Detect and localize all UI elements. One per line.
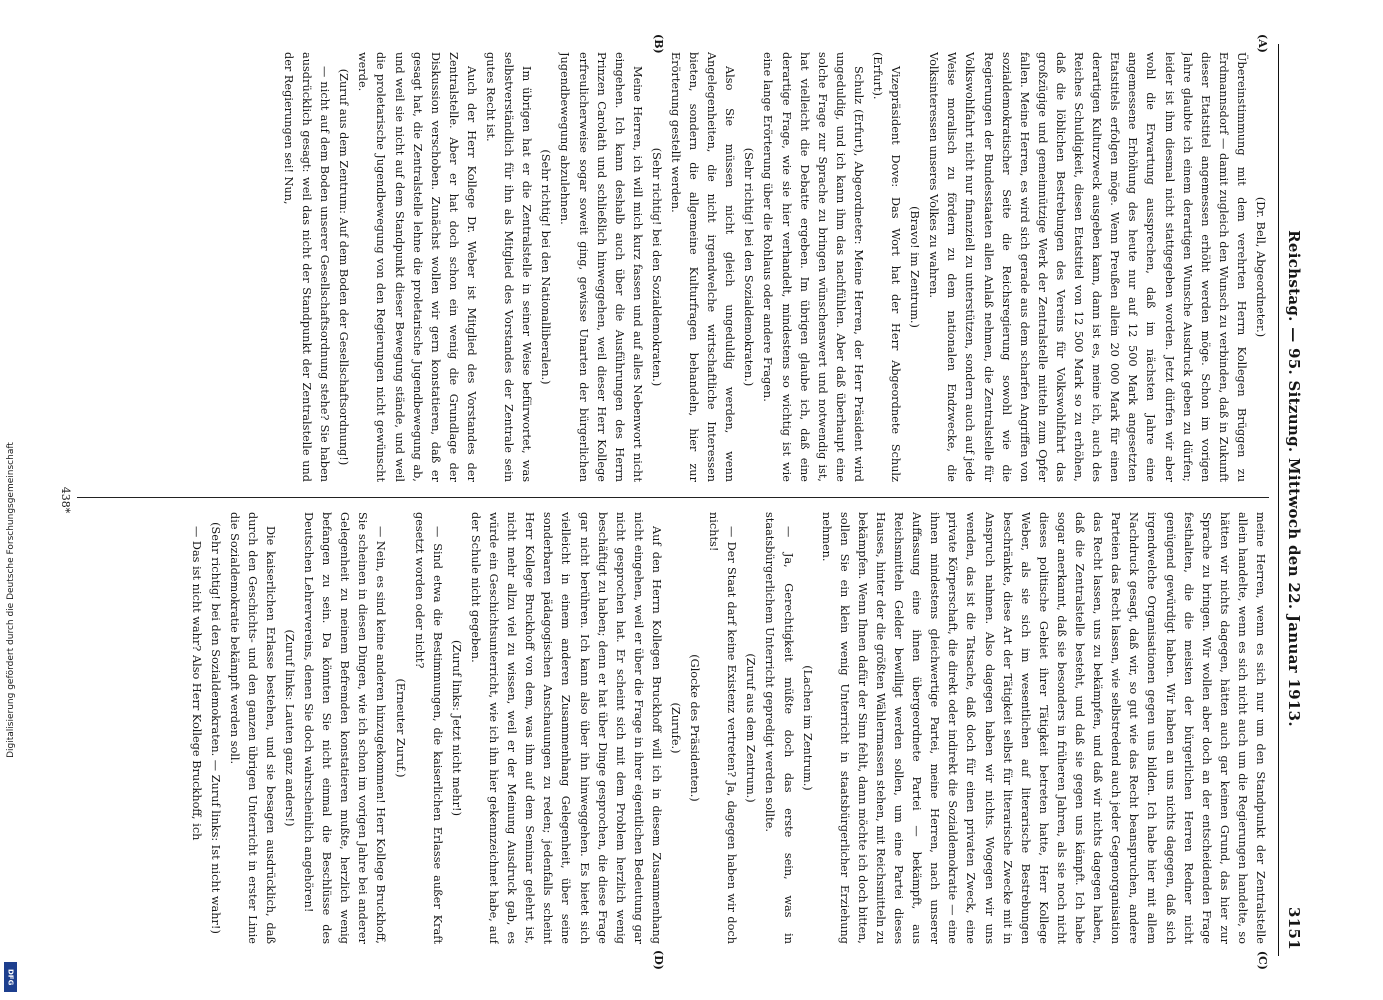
- page-number: 3151: [1285, 907, 1303, 950]
- paragraph: — Sind etwa die Bestimmungen, die kaiserlichen Erlasse außer Kraft gesetzt worden oder nicht?: [412, 512, 444, 944]
- right-column: [77, 512, 1269, 944]
- paragraph: Auch der Herr Kollege Dr. Weber ist Mitglied des Vorstandes der Zentralstelle. Aber er hat doch schon ein wenig die Grundlage der Diskussion verschoben. Zunächst wollen wir gern konstatieren, daß er gesagt hat, die Zentralstelle lehne die proletarische Jugendbewegung ab, und weil sie nicht auf dem Standpunkt dieser Bewegung stände, und weil die proletarische Jugendbewegung von den Regierungen nicht gewünscht werde.: [356, 52, 478, 482]
- paragraph: Also Sie müssen nicht gleich ungeduldig werden, wenn Angelegenheiten, die nicht irgendwelche wirtschaftliche Interessen bieten, sondern die allgemeine Kulturfragen behandeln, hier zur Erörterung gestellt werden.: [669, 52, 737, 482]
- paragraph: — Nein, es sind keine anderen hinzugekommen! Herr Kollege Bruckhoff, Sie scheinen in diesen Dingen, wie ich schon im vorigen Jahre bei anderer Gelegenheit zu meinem Befremden konstatieren mußte, herzlich wenig befangen zu sein. Da könnten Sie nicht einmal die Beschlüsse des Deutschen Lehrervereins, denen Sie doch wahrscheinlich angehören!: [302, 512, 388, 944]
- stage-direction: (Erneuter Zuruf.): [393, 678, 407, 778]
- stage-direction: (Glocke des Präsidenten.): [688, 654, 702, 802]
- stage-direction: (Bravo! im Zentrum.): [908, 206, 922, 328]
- paragraph: meine Herren, wenn es sich nur um den Standpunkt der Zentralstelle allein handelte, wenn es sich nicht auch um die Regierungen handelte, so hätten wir nichts dagegen, hätten auch gar keinen Grund, das hier zur Sprache zu bringen. Wir wollen aber doch an der entscheidenden Frage festhalten, die die meisten der bürgerlichen Herren Redner nicht genügend gewürdigt haben. Wir haben an uns nichts dagegen, daß sich irgendwelche Organisationen gegen uns bilden. Ich habe hier mit allem Nachdruck gesagt, daß wir, so gut wie das Recht beanspruchen, andere Parteien das Recht lassen, wie selbstredend auch jeder Gegenorganisation das Recht lassen, uns zu bekämpfen, und daß wir nichts dagegen haben, daß die Zentralstelle besteht, und daß sie gegen uns kämpft. Ich habe sogar anerkannt, daß sie besonders in früheren Jahren, als sie noch nicht dieses politische Gebiet ihrer Tätigkeit betreten hatte, Herr Kollege Weber, als sie sich im wesentlichen auf literarische Bestrebungen beschränkte, diese Art der Tätigkeit selbst für literarische Zwecke mit in Anspruch nahmen. Also dagegen haben wir nichts. Wogegen wir uns wenden, das ist die Tatsache, daß doch für einen privaten Zweck, eine private Körperschaft, die direkt oder indirekt die Sozialdemokratie — eine ihnen mindestens gleichwertige Partei, meine Herren, nach unserer Auffassung eine ihnen übergeordnete Partei — bekämpft, aus Reichsmitteln Gelder bewilligt werden sollen, um eine Partei dieses Hauses, hinter der die größten Wählermassen stehen, mit Reichsmitteln zu bekämpfen. Wenn Ihnen dafür der Sinn fehlt, dann möchte ich doch bitten, sollen Sie ein klein wenig Unterricht in staatsbürgerlicher Erziehung nehmen.: [819, 512, 1267, 944]
- page-header: [1285, 50, 1317, 950]
- page-title: Reichstag. — 95. Sitzung. Mittwoch den 22. Januar 1913.: [1285, 230, 1303, 727]
- margin-marker-a: (A): [1256, 34, 1269, 53]
- margin-marker-d: (D): [652, 950, 665, 970]
- stage-direction: (Zuruf aus dem Zentrum.): [744, 653, 758, 803]
- newspaper-page: [55, 30, 1325, 970]
- left-column: [77, 52, 1269, 482]
- header-rule: [1278, 44, 1279, 956]
- paragraph: — nicht auf dem Boden unserer Gesellschaftsordnung stehe? Sie haben ausdrücklich gesagt: weil das nicht der Standpunkt der Zentralstelle und der Regierungen sei! Nun,: [282, 52, 332, 482]
- sheet-number: 438*: [59, 486, 72, 514]
- paragraph: Im übrigen hat er die Zentralstelle in seiner Weise befürwortet, was selbstverständlich für ihn als Mitglied des Vorstandes der Zentrale sein gutes Recht ist.: [484, 52, 534, 482]
- credit-text: Digitalisierung gefördert durch die Deutsche Forschungsgemeinschaft: [6, 442, 16, 758]
- stage-direction: (Sehr richtig! bei den Sozialdemokraten.): [649, 147, 663, 387]
- stage-direction: (Sehr richtig! bei den Nationalliberalen.): [539, 149, 553, 385]
- paragraph: Die kaiserlichen Erlasse bestehen, und sie besagen ausdrücklich, daß durch den Geschichts- und den ganzen übrigen Unterricht in erster Linie die Sozialdemokratie bekämpft werden soll.: [227, 512, 277, 944]
- paragraph: — Ja, Gerechtigkeit müßte doch das erste sein, was in staatsbürgerlichem Unterricht gepredigt werden sollte.: [763, 512, 795, 944]
- stage-direction: (Dr. Bell, Abgeordneter.): [1254, 196, 1267, 338]
- stage-direction: (Zuruf links: Lauten ganz anders!): [283, 629, 297, 827]
- paragraph: Vizepräsident Dove: Das Wort hat der Herr Abgeordnete Schulz (Erfurt).: [871, 52, 903, 482]
- paragraph: Auf den Herrn Kollegen Bruckhoff will ich in diesem Zusammenhang nicht eingehen, weil er über die Frage in ihrer eigentlichen Bedeutung gar nicht gesprochen hat. Er scheint sich mit dem Problem herzlich wenig beschäftigt zu haben; denn er hat über Dinge gesprochen, die diese Frage gar nicht berühren. Ich kann also über ihn hinweggehen. Es bietet sich vielleicht in einem anderen Zusammenhang Gelegenheit, über seine sonderbaren pädagogischen Anschauungen zu reden; jedenfalls scheint Herr Kollege Bruckhoff von dem, was ihm auf dem Seminar gelehrt ist, nicht mehr allzu viel zu wissen, weil er der Meinung Ausdruck gab, es würde ein Geschichtsunterricht, wie ich ihn hier gekennzeichnet habe, auf der Schule nicht gegeben.: [468, 512, 663, 944]
- column-divider: [77, 497, 1269, 498]
- paragraph: Schulz (Erfurt), Abgeordneter: Meine Herren, der Herr Präsident wird ungeduldig, und ich kann ihm das nachfühlen. Aber daß überhaupt eine solche Frage zur Sprache zu bringen wünschenswert und notwendig ist, hat vielleicht die Debatte ergeben. Im übrigen glaube ich, daß eine derartige Frage, wie sie hier verhandelt, mindestens so wichtig ist wie eine lange Erörterung über die Rohlaus oder andere Fragen.: [761, 52, 865, 482]
- digitization-credit: [0, 0, 22, 1000]
- margin-marker-b: (B): [652, 34, 665, 54]
- paragraph: — Der Staat darf keine Existenz vertreten? Ja, dagegen haben wir doch nichts!: [707, 512, 739, 944]
- stage-direction: (Zurufe.): [669, 702, 682, 754]
- dfg-logo: DFG: [4, 962, 17, 992]
- stage-direction: (Zuruf links: Jetzt nicht mehr!): [449, 639, 463, 816]
- stage-direction: (Zuruf aus dem Zentrum: Auf dem Boden der Gesellschaftsordnung!): [337, 68, 351, 466]
- stage-direction: (Sehr richtig! bei den Sozialdemokraten.): [742, 147, 756, 387]
- paragraph: Meine Herren, ich will mich kurz fassen und auf alles Nebenwort nicht eingehen. Ich kann deshalb auch über die Ausführungen des Herrn Prinzen Carolath und schließlich hinweggehen, weil dieser Herr Kollege erfreulicherweise sogar soweit ging, gewisse Unarten der bürgerlichen Jugendbewegung abzulehnen.: [558, 52, 644, 482]
- margin-marker-c: (C): [1256, 950, 1269, 970]
- stage-direction: (Lachen im Zentrum.): [800, 665, 814, 791]
- paragraph: Übereinstimmung mit dem verehrten Herrn Kollegen Brüggen zu Erdmannsdorf — damit zugleich den Wunsch zu verbinden, daß in Zukunft dieser Etatstitel angemessen erhöht werden möge. Schon im vorigen Jahre glaubte ich einem derartigen Wunsche Ausdruck geben zu dürfen; leider ist ihm diesmal nicht stattgegeben worden. Jetzt dürfen wir aber wohl die Erwartung aussprechen, daß im nächsten Jahre eine angemessene Erhöhung des heute nur auf 12 500 Mark angesetzten Etatstitels erfolgen möge. Wenn Preußen allein 20 000 Mark für einen derartigen Kulturzweck ausgeben kann, dann ist es, meine ich, auch des Reiches Schuldigkeit, diesen Etatstitel von 12 500 Mark so zu erhöhen, daß die löblichen Bestrebungen des Vereins für Volkswohlfahrt das großzügige und gemeinnützige Werk der Zentralstelle mitteln zum Opfer fallen. Meine Herren, es wird sich gerade aus dem scharfen Angriffen von sozialdemokratischer Seite die Reichsregierung sowohl wie die Regierungen der Bundesstaaten allen Anlaß nehmen, die Zentralstelle für Volkswohlfahrt nicht nur finanziell zu unterstützen, sondern auch auf jede Weise moralisch zu fördern zu dem nationalen Endzwecke, die Volksinteressen unseres Volkes zu wahren.: [927, 52, 1248, 482]
- stage-direction: (Sehr richtig! bei den Sozialdemokraten. — Zuruf links: Ist nicht wahr!): [208, 522, 222, 934]
- paragraph: — Das ist nicht wahr? Also Herr Kollege Bruckhoff, ich: [189, 526, 203, 841]
